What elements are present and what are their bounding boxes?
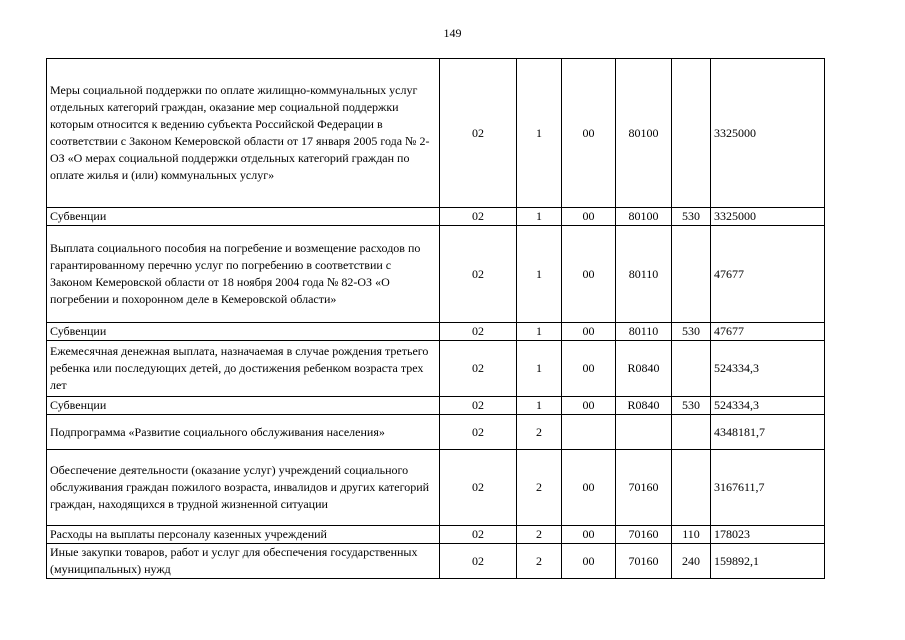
row-article-code: 80100 (616, 208, 672, 226)
row-section-code: 02 (440, 397, 517, 415)
row-article-code (616, 415, 672, 450)
row-program-code: 00 (562, 323, 616, 341)
row-name: Субвенции (47, 208, 440, 226)
row-sum: 3325000 (711, 208, 825, 226)
row-article-code: 80110 (616, 226, 672, 323)
row-program-code: 00 (562, 450, 616, 526)
row-subprogram-code: 2 (517, 526, 562, 544)
row-subprogram-code: 1 (517, 59, 562, 208)
row-sum: 524334,3 (711, 341, 825, 397)
row-expense-type (672, 415, 711, 450)
row-sum: 524334,3 (711, 397, 825, 415)
row-program-code: 00 (562, 397, 616, 415)
row-subprogram-code: 2 (517, 450, 562, 526)
row-program-code (562, 415, 616, 450)
row-article-code: 80110 (616, 323, 672, 341)
table-row (47, 59, 825, 208)
table-row (47, 341, 825, 397)
row-name: Подпрограмма «Развитие социального обслуживания населения» (47, 415, 440, 450)
row-article-code: R0840 (616, 397, 672, 415)
row-program-code: 00 (562, 544, 616, 579)
table-row (47, 208, 825, 226)
row-sum: 159892,1 (711, 544, 825, 579)
row-subprogram-code: 2 (517, 544, 562, 579)
row-program-code: 00 (562, 59, 616, 208)
row-subprogram-code: 1 (517, 397, 562, 415)
row-name: Обеспечение деятельности (оказание услуг) учреждений социального обслуживания граждан пожилого возраста, инвалидов и других категорий граждан, находящихся в трудной жизненной ситуации (47, 450, 440, 526)
table-row (47, 526, 825, 544)
row-expense-type (672, 450, 711, 526)
row-expense-type (672, 59, 711, 208)
row-name: Иные закупки товаров, работ и услуг для обеспечения государственных (муниципальных) нужд (47, 544, 440, 579)
row-subprogram-code: 1 (517, 226, 562, 323)
row-sum: 4348181,7 (711, 415, 825, 450)
row-subprogram-code: 1 (517, 208, 562, 226)
table-row (47, 544, 825, 579)
row-program-code: 00 (562, 226, 616, 323)
row-sum: 178023 (711, 526, 825, 544)
row-section-code: 02 (440, 341, 517, 397)
row-subprogram-code: 2 (517, 415, 562, 450)
row-name: Выплата социального пособия на погребение и возмещение расходов по гарантированному перечню услуг по погребению в соответствии с Законом Кемеровской области от 18 ноября 2004 года № 82-ОЗ «О погребении и похоронном деле в Кемеровской области» (47, 226, 440, 323)
row-expense-type (672, 341, 711, 397)
row-program-code: 00 (562, 526, 616, 544)
row-sum: 47677 (711, 323, 825, 341)
row-article-code: R0840 (616, 341, 672, 397)
row-expense-type: 110 (672, 526, 711, 544)
table-row (47, 226, 825, 323)
row-article-code: 80100 (616, 59, 672, 208)
row-program-code: 00 (562, 208, 616, 226)
row-subprogram-code: 1 (517, 341, 562, 397)
row-subprogram-code: 1 (517, 323, 562, 341)
row-section-code: 02 (440, 544, 517, 579)
row-sum: 3325000 (711, 59, 825, 208)
page-number: 149 (443, 26, 462, 40)
row-sum: 3167611,7 (711, 450, 825, 526)
table-row (47, 397, 825, 415)
row-article-code: 70160 (616, 526, 672, 544)
table-row (47, 415, 825, 450)
row-name: Субвенции (47, 323, 440, 341)
row-program-code: 00 (562, 341, 616, 397)
row-article-code: 70160 (616, 544, 672, 579)
table-row (47, 450, 825, 526)
row-section-code: 02 (440, 526, 517, 544)
row-name: Меры социальной поддержки по оплате жилищно-коммунальных услуг отдельных категорий граждан, оказание мер социальной поддержки которым относится к ведению субъекта Российской Федерации в соответствии с Законом Кемеровской области от 17 января 2005 года № 2-ОЗ «О мерах социальной поддержки отдельных категорий граждан по оплате жилья и (или) коммунальных услуг» (47, 59, 440, 208)
budget-table (46, 58, 825, 579)
row-name: Субвенции (47, 397, 440, 415)
row-section-code: 02 (440, 415, 517, 450)
row-article-code: 70160 (616, 450, 672, 526)
row-expense-type: 240 (672, 544, 711, 579)
row-expense-type: 530 (672, 397, 711, 415)
row-section-code: 02 (440, 208, 517, 226)
row-sum: 47677 (711, 226, 825, 323)
row-expense-type (672, 226, 711, 323)
row-section-code: 02 (440, 450, 517, 526)
row-section-code: 02 (440, 226, 517, 323)
row-section-code: 02 (440, 59, 517, 208)
row-name: Расходы на выплаты персоналу казенных учреждений (47, 526, 440, 544)
row-name: Ежемесячная денежная выплата, назначаемая в случае рождения третьего ребенка или последующих детей, до достижения ребенком возраста трех лет (47, 341, 440, 397)
row-section-code: 02 (440, 323, 517, 341)
row-expense-type: 530 (672, 323, 711, 341)
row-expense-type: 530 (672, 208, 711, 226)
table-row (47, 323, 825, 341)
